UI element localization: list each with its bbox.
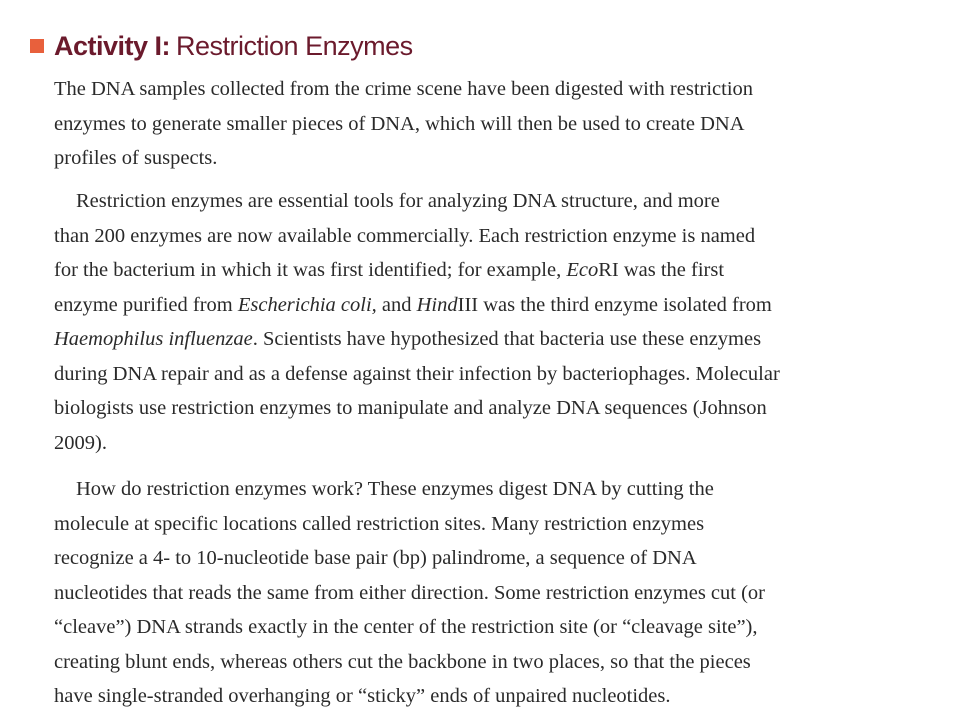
text-segment: enzyme purified from <box>54 293 238 316</box>
paragraph-restriction-enzymes <box>54 184 780 460</box>
italic-text: Eco <box>566 259 599 281</box>
text-segment: profiles of suspects. <box>54 147 218 169</box>
text-segment: have single-stranded overhanging or “sticky” ends of unpaired nucleotides. <box>54 685 671 707</box>
text-line <box>54 219 754 254</box>
text-segment: for the bacterium in which it was first identified; for example, <box>54 259 567 281</box>
text-segment: and <box>376 293 417 316</box>
text-segment: creating blunt ends, whereas others cut the backbone in two places, so that the pieces <box>54 650 751 673</box>
italic-text: Hind <box>416 293 458 316</box>
text-segment: than 200 enzymes are now available commercially. Each restriction enzyme is named <box>54 224 756 247</box>
text-segment: recognize a 4- to 10-nucleotide base pair (bp) palindrome, a sequence of DNA <box>54 547 697 569</box>
text-line <box>54 288 772 323</box>
text-line <box>54 141 754 176</box>
text-line <box>54 541 754 576</box>
text-line <box>54 72 754 107</box>
text-line <box>54 107 754 142</box>
text-segment: The DNA samples collected from the crime scene have been digested with restriction <box>54 78 754 100</box>
text-line <box>54 507 754 542</box>
paragraph-how-they-work <box>54 472 765 714</box>
text-line <box>54 357 780 392</box>
text-segment: enzymes to generate smaller pieces of DNA, which will then be used to create DNA <box>54 112 745 135</box>
text-segment: during DNA repair and as a defense against their infection by bacteriophages. Molecular <box>54 362 780 385</box>
text-line <box>54 472 754 507</box>
text-segment: Restriction enzymes are essential tools for analyzing DNA structure, and more <box>76 190 720 212</box>
paragraph-intro <box>54 72 754 176</box>
text-line <box>54 645 754 680</box>
heading-title: Restriction Enzymes <box>176 30 413 61</box>
heading-activity-label: Activity I: <box>54 30 171 61</box>
text-segment: molecule at specific locations called restriction sites. Many restriction enzymes <box>54 512 705 535</box>
text-segment: biologists use restriction enzymes to manipulate and analyze DNA sequences (Johnson <box>54 397 767 419</box>
italic-text: Haemophilus influenzae <box>54 328 253 350</box>
text-segment: How do restriction enzymes work? These enzymes digest DNA by cutting the <box>76 478 714 500</box>
text-segment: 2009). <box>54 431 107 454</box>
text-segment: RI was the first <box>598 259 725 281</box>
italic-text: Escherichia coli, <box>237 293 377 316</box>
text-line <box>54 426 754 461</box>
heading-square-icon <box>30 39 44 53</box>
text-line <box>54 610 758 645</box>
text-line <box>54 253 754 288</box>
text-line <box>54 322 762 357</box>
text-line <box>54 184 754 219</box>
text-line <box>54 576 765 611</box>
text-segment: . Scientists have hypothesized that bacteria use these enzymes <box>252 328 762 350</box>
text-line <box>54 391 767 426</box>
text-line <box>54 679 754 714</box>
text-segment: “cleave”) DNA strands exactly in the center of the restriction site (or “cleavage site”), <box>54 616 758 638</box>
section-heading <box>30 28 413 64</box>
text-segment: III was the third enzyme isolated from <box>457 293 772 316</box>
text-segment: nucleotides that reads the same from either direction. Some restriction enzymes cut (or <box>54 581 765 604</box>
